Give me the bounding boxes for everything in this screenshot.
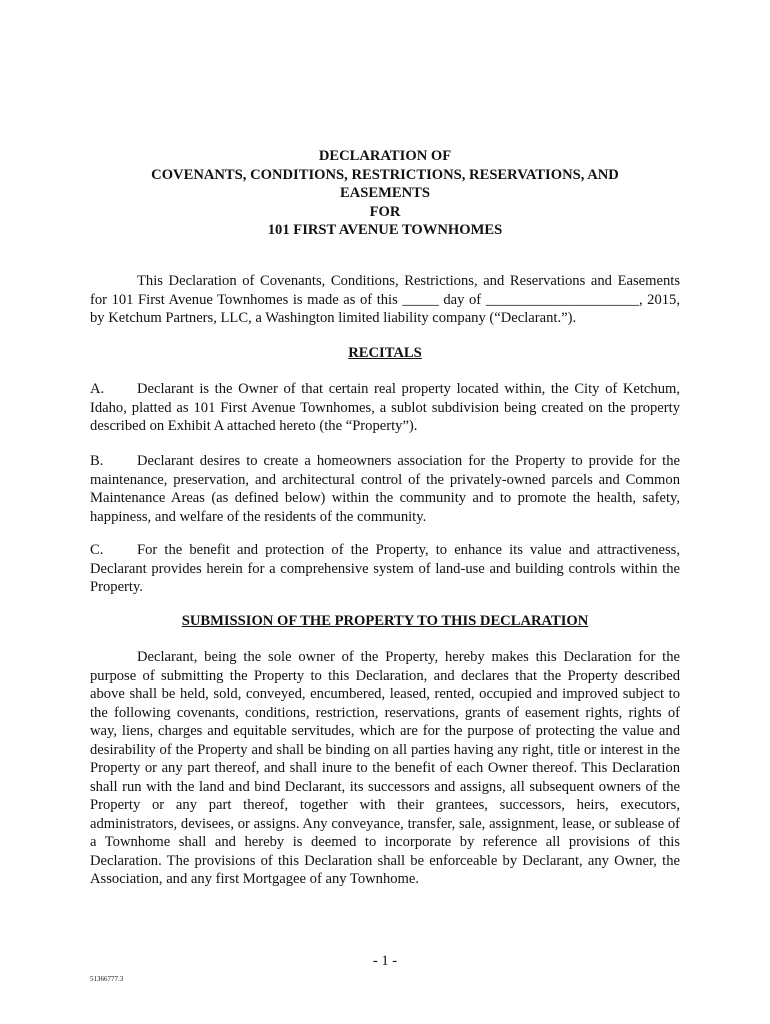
title-line: COVENANTS, CONDITIONS, RESTRICTIONS, RESERVATIONS, AND [151, 166, 619, 183]
recital-text: Declarant is the Owner of that certain real property located within, the City of Ketchum, Idaho, platted as 101 First Avenue Townhomes, a sublot subdivision being created on the property described on Exhibit A attached hereto (the “Property”). [90, 381, 680, 434]
recital-label: B. [90, 453, 104, 469]
recital-c [90, 541, 680, 597]
recital-text: Declarant desires to create a homeowners association for the Property to provide for the maintenance, preservation, and architectural control of the privately-owned parcels and Common Maintenance Areas (as defined below) within the community and to promote the health, safety, happiness, and welfare of the residents of the community. [90, 453, 680, 525]
title-line: FOR [369, 203, 401, 220]
intro-section [90, 272, 680, 328]
recital-label: C. [90, 542, 104, 558]
document-id: 51366777.3 [90, 975, 124, 983]
recital-paragraph [90, 452, 680, 526]
recital-paragraph [90, 380, 680, 436]
title-line: DECLARATION OF [318, 148, 452, 164]
submission-paragraph: Declarant, being the sole owner of the Property, hereby makes this Declaration for the purpose of submitting the Property to this Declaration, and declares that the Property described above shall be held, sold, conveyed, encumbered, leased, rented, occupied and improved subject to the following covenants, conditions, restriction, reservations, grants of easement rights, rights of way, liens, charges and equitable servitudes, which are for the purpose of protecting the value and desirability of the Property and shall be binding on all parties having any right, title or interest in the Property or any part thereof, and shall inure to the benefit of each Owner thereof. This Declaration shall run with the land and bind Declarant, its successors and assigns, all subsequent owners of the Property or any part thereof, together with their grantees, successors, heirs, executors, administrators, devisees, or assigns. Any conveyance, transfer, sale, assignment, lease, or sublease of a Townhome shall and hereby is deemed to incorporate by reference all provisions of this Declaration. The provisions of this Declaration shall be enforceable by Declarant, any Owner, the Association, and any first Mortgagee of any Townhome. [90, 649, 680, 887]
recital-text: For the benefit and protection of the Property, to enhance its value and attractiveness, Declarant provides herein for a comprehensive system of land-use and building controls within the Property. [90, 542, 680, 595]
submission-section [90, 648, 680, 889]
recital-b [90, 452, 680, 526]
recital-a [90, 380, 680, 436]
title-line: EASEMENTS [339, 185, 431, 201]
recital-label: A. [90, 381, 105, 397]
title-line: 101 FIRST AVENUE TOWNHOMES [267, 222, 503, 238]
recital-paragraph [90, 541, 680, 597]
document-title [0, 147, 770, 240]
intro-paragraph: This Declaration of Covenants, Conditions, Restrictions, and Reservations and Easements for 101 First Avenue Townhomes is made as of this _____ day of _____________________, 2015, by Ketchum Partners, LLC, a Washington limited liability company (“Declarant.”). [90, 273, 680, 326]
submission-heading: SUBMISSION OF THE PROPERTY TO THIS DECLARATION [181, 613, 589, 629]
recitals-heading: RECITALS [348, 345, 422, 361]
page-number: - 1 - [372, 953, 398, 969]
